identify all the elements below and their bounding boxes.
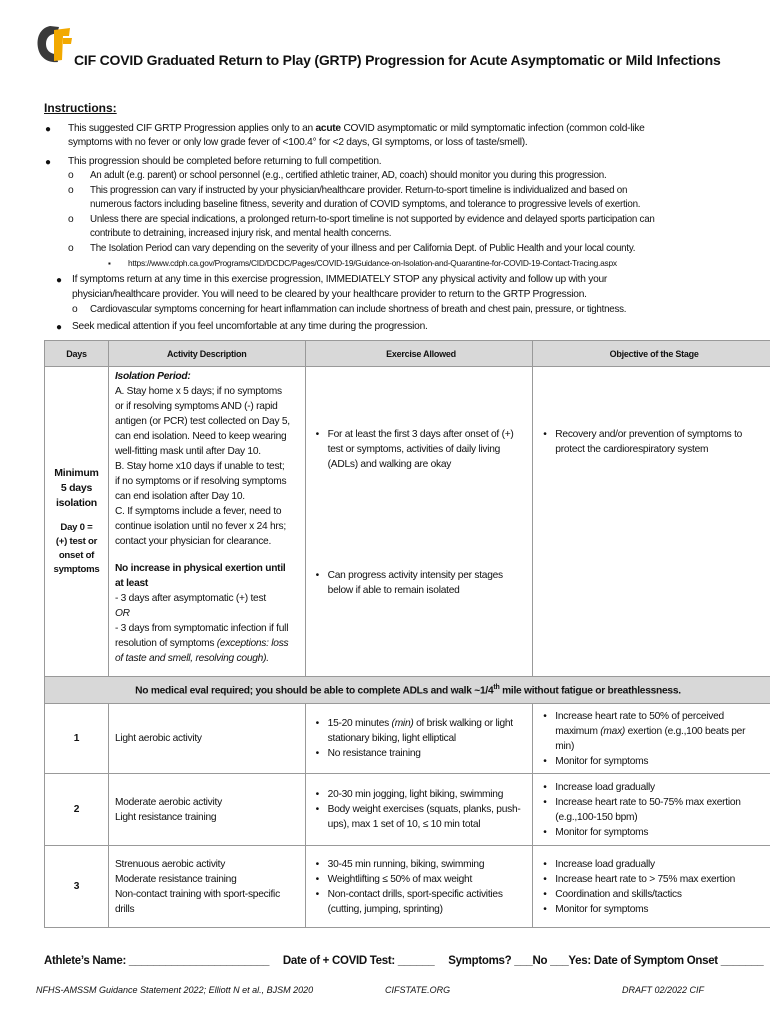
instruction-1-cont: symptoms with no fever or only low grade fever of <100.4° for <2 days, GI symptoms, or loss of taste/smell). xyxy=(68,137,528,148)
cif-logo xyxy=(36,24,74,64)
document-title: CIF COVID Graduated Return to Play (GRTP) Progression for Acute Asymptomatic or Mild Infections xyxy=(74,52,721,68)
grtp-progression-table xyxy=(44,340,770,928)
instruction-2-sub-3: Unless there are special indications, a prolonged return-to-sport timeline is not supported by evidence and delayed sports participation can xyxy=(90,214,655,225)
stage-activity: Strenuous aerobic activity Moderate resistance training Non-contact training with sport-specific drills xyxy=(108,846,305,928)
stage-day: 3 xyxy=(45,846,109,928)
medical-eval-note: No medical eval required; you should be able to complete ADLs and walk ~1/4th mile without fatigue or breathlessness. xyxy=(45,677,770,704)
instructions-heading: Instructions: xyxy=(44,101,117,115)
list-item: • Coordination and skills/tactics xyxy=(543,887,765,902)
instruction-2-sub-4: The Isolation Period can vary depending on the severity of your illness and per California Dept. of Public Health and your local county. xyxy=(90,243,636,254)
list-item: • Increase load gradually xyxy=(543,780,765,795)
list-item: • 15-20 minutes (min) of brisk walking or light stationary biking, light elliptical xyxy=(316,716,527,746)
bullet-icon: ● xyxy=(56,322,63,333)
list-item: • Can progress activity intensity per stages below if able to remain isolated xyxy=(316,568,527,598)
instruction-1: This suggested CIF GRTP Progression applies only to an acute COVID asymptomatic or mild symptomatic infection (common cold-like xyxy=(68,123,645,134)
symptoms-field[interactable]: Symptoms? ___No ___Yes: Date of Symptom Onset _______ xyxy=(448,955,764,967)
sub-bullet-icon: o xyxy=(72,304,78,315)
instruction-2-sub-2-cont: numerous factors including baseline fitness, severity and duration of COVID symptoms, and tolerance to progressive levels of exertion. xyxy=(90,199,641,210)
sub-bullet-icon: o xyxy=(68,243,74,254)
stage-exercise xyxy=(305,846,533,928)
athlete-name-field[interactable]: Athlete’s Name: _______________________ xyxy=(44,955,270,967)
stage-row-2 xyxy=(45,774,770,846)
isolation-days-cell: Minimum 5 days isolation Day 0 = (+) test or onset of symptoms xyxy=(45,367,109,677)
isolation-activity-cell: Isolation Period: A. Stay home x 5 days; if no symptoms or if resolving symptoms AND (-) rapid antigen (or PCR) test collected on Day 5, can end isolation. Need to keep wearing well-fitting mask until after Day 10. B. Stay home x10 days if unable to test; if no symptoms or if resolving symptoms can end isolation after Day 10. C. If symptoms include a fever, need to continue isolation until no fever x 24 hrs; contact your physician for clearance. No increase in physical exertion until at least - 3 days after asymptomatic (+) test OR - 3 days from symptomatic infection if full resolution of symptoms (exceptions: loss of taste and smell, resolving cough). xyxy=(108,367,305,677)
sub-bullet-icon: o xyxy=(68,185,74,196)
stage-row-1 xyxy=(45,704,770,774)
covid-test-date-field[interactable]: Date of + COVID Test: ______ xyxy=(282,955,435,967)
stage-day: 1 xyxy=(45,704,109,774)
list-item: • Monitor for symptoms xyxy=(543,825,765,840)
instruction-2-sub-2: This progression can vary if instructed by your physician/healthcare provider. Return-to-sport timeline is individualized and based on xyxy=(90,185,628,196)
header-objective: Objective of the Stage xyxy=(533,341,770,367)
list-item: • For at least the first 3 days after onset of (+) test or symptoms, activities of daily living (ADLs) and walking are okay xyxy=(316,427,527,472)
stage-activity: Light aerobic activity xyxy=(108,704,305,774)
list-item: • Increase heart rate to 50% of perceived maximum (max) exertion (e.g.,100 beats per min) xyxy=(543,709,765,754)
sub-bullet-icon: o xyxy=(68,214,74,225)
stage-objective xyxy=(533,704,770,774)
header-exercise: Exercise Allowed xyxy=(305,341,533,367)
bullet-icon: ● xyxy=(45,124,52,135)
stage-day: 2 xyxy=(45,774,109,846)
table-header-row xyxy=(45,341,770,367)
isolation-exercise-cell xyxy=(305,367,533,677)
athlete-info-line xyxy=(44,955,763,967)
isolation-row xyxy=(45,367,770,677)
instruction-2: This progression should be completed before returning to full competition. xyxy=(68,156,382,167)
stage-objective xyxy=(533,846,770,928)
medical-eval-band xyxy=(45,677,770,704)
stage-row-3 xyxy=(45,846,770,928)
list-item: • Increase heart rate to 50-75% max exertion (e.g.,100-150 bpm) xyxy=(543,795,765,825)
list-item: • Non-contact drills, sport-specific activities (cutting, jumping, sprinting) xyxy=(316,887,527,917)
cdph-guidance-link[interactable]: https://www.cdph.ca.gov/Programs/CID/DCDC/Pages/COVID-19/Guidance-on-Isolation-and-Quarantine-for-COVID-19-Contact-Tracing.aspx xyxy=(128,258,617,268)
stage-exercise xyxy=(305,704,533,774)
citation: NFHS-AMSSM Guidance Statement 2022; Elliott N et al., BJSM 2020 xyxy=(36,985,314,995)
stage-activity: Moderate aerobic activity Light resistance training xyxy=(108,774,305,846)
list-item: • 20-30 min jogging, light biking, swimming xyxy=(316,787,527,802)
stage-objective xyxy=(533,774,770,846)
list-item: • Body weight exercises (squats, planks, push-ups), max 1 set of 10, ≤ 10 min total xyxy=(316,802,527,832)
list-item: • Monitor for symptoms xyxy=(543,902,765,917)
site-name: CIFSTATE.ORG xyxy=(385,985,451,995)
bullet-icon: ● xyxy=(56,275,63,286)
instruction-3-cont: physician/healthcare provider. You will need to be cleared by your healthcare provider to return to the GRTP Progression. xyxy=(72,289,587,300)
list-item: • Increase load gradually xyxy=(543,857,765,872)
sub-bullet-icon: o xyxy=(68,170,74,181)
square-bullet-icon: ▪ xyxy=(108,259,111,268)
list-item: • Recovery and/or prevention of symptoms to protect the cardiorespiratory system xyxy=(543,427,765,457)
list-item: • Weightlifting ≤ 50% of max weight xyxy=(316,872,527,887)
instruction-2-sub-1: An adult (e.g. parent) or school personnel (e.g., certified athletic trainer, AD, coach) should monitor you during this progression. xyxy=(90,170,607,181)
list-item: • Increase heart rate to > 75% max exertion xyxy=(543,872,765,887)
list-item: • Monitor for symptoms xyxy=(543,754,765,769)
isolation-objective-cell xyxy=(533,367,770,677)
header-activity: Activity Description xyxy=(108,341,305,367)
instruction-2-sub-3-cont: contribute to detraining, increased injury risk, and mental health concerns. xyxy=(90,228,392,239)
list-item: • 30-45 min running, biking, swimming xyxy=(316,857,527,872)
instruction-4: Seek medical attention if you feel uncomfortable at any time during the progression. xyxy=(72,321,428,332)
draft-label: DRAFT 02/2022 CIF xyxy=(622,985,705,995)
header-days: Days xyxy=(45,341,109,367)
list-item: • No resistance training xyxy=(316,746,527,761)
stage-exercise xyxy=(305,774,533,846)
bullet-icon: ● xyxy=(45,157,52,168)
instruction-3-sub-1: Cardiovascular symptoms concerning for heart inflammation can include shortness of breath and chest pain, pressure, or tightness. xyxy=(90,304,627,315)
instruction-3: If symptoms return at any time in this exercise progression, IMMEDIATELY STOP any physical activity and follow up with your xyxy=(72,274,608,285)
